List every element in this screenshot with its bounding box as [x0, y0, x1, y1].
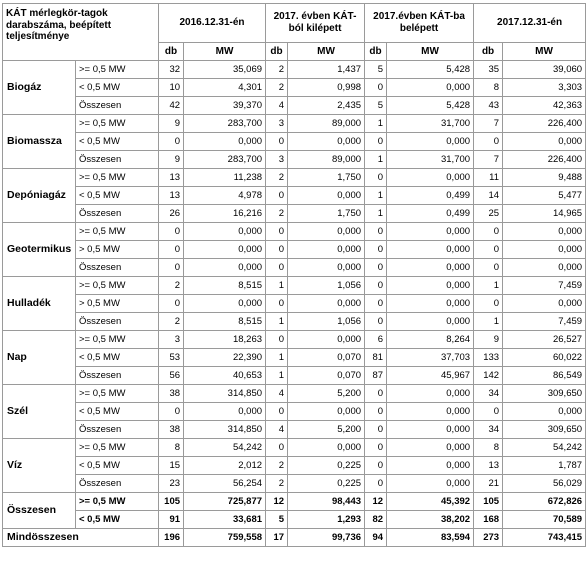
db-value: 14 — [474, 187, 503, 205]
mw-value: 0,000 — [503, 259, 586, 277]
mw-value: 314,850 — [184, 385, 266, 403]
mw-value: 89,000 — [288, 115, 365, 133]
db-value: 9 — [159, 115, 184, 133]
table-row — [3, 97, 586, 115]
mw-value: 26,527 — [503, 331, 586, 349]
table-row — [3, 223, 586, 241]
mw-header: MW — [387, 43, 474, 61]
db-value: 35 — [474, 61, 503, 79]
mw-value: 5,200 — [288, 421, 365, 439]
mw-value: 0,000 — [503, 133, 586, 151]
mw-value: 0,000 — [387, 241, 474, 259]
db-value: 5 — [365, 97, 387, 115]
mw-value: 56,254 — [184, 475, 266, 493]
db-value: 0 — [365, 475, 387, 493]
db-value: 0 — [159, 403, 184, 421]
mw-value: 2,012 — [184, 457, 266, 475]
db-value: 0 — [159, 223, 184, 241]
db-value: 2 — [266, 205, 288, 223]
mw-value: 9,488 — [503, 169, 586, 187]
table-row — [3, 403, 586, 421]
mw-value: 0,000 — [387, 223, 474, 241]
mw-value: 2,435 — [288, 97, 365, 115]
row-label: >= 0,5 MW — [76, 493, 159, 511]
row-label: Összesen — [76, 313, 159, 331]
table-row — [3, 205, 586, 223]
table-row — [3, 313, 586, 331]
table-row — [3, 115, 586, 133]
kat-table-container — [2, 3, 585, 547]
mw-value: 0,000 — [387, 385, 474, 403]
mw-value: 8,264 — [387, 331, 474, 349]
row-label: > 0,5 MW — [76, 241, 159, 259]
table-row — [3, 331, 586, 349]
db-value: 34 — [474, 421, 503, 439]
db-value: 2 — [266, 79, 288, 97]
table-body — [3, 61, 586, 547]
mw-value: 18,263 — [184, 331, 266, 349]
db-value: 0 — [365, 457, 387, 475]
row-label: < 0,5 MW — [76, 349, 159, 367]
mw-value: 1,750 — [288, 205, 365, 223]
mw-value: 0,998 — [288, 79, 365, 97]
db-value: 32 — [159, 61, 184, 79]
row-label: Összesen — [76, 205, 159, 223]
row-label: >= 0,5 MW — [76, 277, 159, 295]
db-value: 0 — [266, 439, 288, 457]
db-value: 273 — [474, 529, 503, 547]
db-value: 0 — [159, 241, 184, 259]
mw-value: 7,459 — [503, 313, 586, 331]
db-value: 56 — [159, 367, 184, 385]
db-value: 5 — [266, 511, 288, 529]
db-value: 1 — [266, 313, 288, 331]
mw-value: 60,022 — [503, 349, 586, 367]
period-header-2017: 2017.12.31-én — [474, 4, 586, 43]
mw-value: 0,000 — [503, 241, 586, 259]
db-value: 4 — [266, 385, 288, 403]
mw-value: 672,826 — [503, 493, 586, 511]
row-label: >= 0,5 MW — [76, 115, 159, 133]
mw-value: 0,000 — [387, 259, 474, 277]
row-label: > 0,5 MW — [76, 295, 159, 313]
db-value: 4 — [266, 97, 288, 115]
db-value: 23 — [159, 475, 184, 493]
mw-value: 56,029 — [503, 475, 586, 493]
db-value: 1 — [365, 115, 387, 133]
db-value: 0 — [474, 133, 503, 151]
db-value: 0 — [474, 223, 503, 241]
mw-value: 5,477 — [503, 187, 586, 205]
mw-value: 1,056 — [288, 313, 365, 331]
group-label: Biomassza — [3, 115, 76, 169]
table-row — [3, 187, 586, 205]
mw-value: 31,700 — [387, 151, 474, 169]
db-value: 2 — [266, 61, 288, 79]
db-header: db — [365, 43, 387, 61]
db-value: 7 — [474, 115, 503, 133]
db-value: 26 — [159, 205, 184, 223]
mw-value: 0,000 — [184, 223, 266, 241]
corner-header: KÁT mérlegkör-tagok darabszáma, beépített teljesítménye — [3, 4, 159, 61]
mw-value: 0,000 — [288, 241, 365, 259]
mw-value: 0,499 — [387, 205, 474, 223]
row-label: >= 0,5 MW — [76, 223, 159, 241]
mw-value: 8,515 — [184, 313, 266, 331]
table-row — [3, 259, 586, 277]
table-row — [3, 493, 586, 511]
db-value: 12 — [266, 493, 288, 511]
db-value: 0 — [266, 187, 288, 205]
table-row — [3, 421, 586, 439]
db-value: 0 — [365, 79, 387, 97]
db-value: 43 — [474, 97, 503, 115]
db-value: 105 — [474, 493, 503, 511]
row-label: >= 0,5 MW — [76, 331, 159, 349]
db-value: 0 — [365, 385, 387, 403]
mw-value: 0,000 — [387, 403, 474, 421]
mw-value: 0,000 — [387, 277, 474, 295]
mw-value: 0,000 — [184, 403, 266, 421]
group-label: Összesen — [3, 493, 76, 529]
table-row — [3, 385, 586, 403]
db-value: 1 — [266, 349, 288, 367]
db-value: 1 — [474, 277, 503, 295]
db-value: 38 — [159, 421, 184, 439]
mw-value: 45,967 — [387, 367, 474, 385]
group-label: Depóniagáz — [3, 169, 76, 223]
db-value: 0 — [266, 403, 288, 421]
mw-value: 5,428 — [387, 61, 474, 79]
mw-value: 0,000 — [387, 133, 474, 151]
table-row — [3, 439, 586, 457]
group-label: Víz — [3, 439, 76, 493]
row-label: < 0,5 MW — [76, 403, 159, 421]
row-label: < 0,5 MW — [76, 133, 159, 151]
mw-value: 40,653 — [184, 367, 266, 385]
db-value: 1 — [365, 205, 387, 223]
mw-value: 38,202 — [387, 511, 474, 529]
mw-value: 0,225 — [288, 475, 365, 493]
mw-value: 99,736 — [288, 529, 365, 547]
db-value: 53 — [159, 349, 184, 367]
row-label: >= 0,5 MW — [76, 61, 159, 79]
mw-value: 7,459 — [503, 277, 586, 295]
mw-value: 0,000 — [387, 457, 474, 475]
mw-value: 309,650 — [503, 385, 586, 403]
mw-value: 283,700 — [184, 115, 266, 133]
db-value: 11 — [474, 169, 503, 187]
db-header: db — [266, 43, 288, 61]
mw-value: 0,000 — [288, 439, 365, 457]
db-value: 81 — [365, 349, 387, 367]
db-value: 8 — [474, 439, 503, 457]
db-value: 0 — [365, 421, 387, 439]
mw-value: 226,400 — [503, 115, 586, 133]
mw-value: 0,000 — [288, 187, 365, 205]
db-value: 0 — [266, 331, 288, 349]
mw-value: 98,443 — [288, 493, 365, 511]
db-value: 1 — [365, 187, 387, 205]
db-value: 0 — [474, 295, 503, 313]
mw-value: 0,000 — [184, 295, 266, 313]
mw-value: 1,787 — [503, 457, 586, 475]
table-row — [3, 367, 586, 385]
db-value: 9 — [159, 151, 184, 169]
group-label: Geotermikus — [3, 223, 76, 277]
mw-value: 14,965 — [503, 205, 586, 223]
mw-value: 0,000 — [387, 421, 474, 439]
db-value: 13 — [159, 169, 184, 187]
mw-value: 33,681 — [184, 511, 266, 529]
mw-value: 0,000 — [288, 295, 365, 313]
grand-total-label: Mindösszesen — [3, 529, 159, 547]
period-header-2016: 2016.12.31-én — [159, 4, 266, 43]
db-value: 2 — [159, 277, 184, 295]
db-value: 0 — [365, 277, 387, 295]
table-row — [3, 169, 586, 187]
table-row — [3, 133, 586, 151]
db-value: 15 — [159, 457, 184, 475]
mw-value: 0,000 — [184, 133, 266, 151]
db-value: 13 — [159, 187, 184, 205]
table-row — [3, 79, 586, 97]
mw-value: 5,428 — [387, 97, 474, 115]
mw-value: 0,225 — [288, 457, 365, 475]
mw-value: 70,589 — [503, 511, 586, 529]
row-label: < 0,5 MW — [76, 511, 159, 529]
table-row — [3, 457, 586, 475]
mw-header: MW — [288, 43, 365, 61]
table-row — [3, 295, 586, 313]
mw-value: 3,303 — [503, 79, 586, 97]
db-value: 0 — [266, 223, 288, 241]
mw-value: 0,000 — [288, 403, 365, 421]
db-value: 4 — [266, 421, 288, 439]
mw-value: 54,242 — [503, 439, 586, 457]
group-label: Hulladék — [3, 277, 76, 331]
row-label: < 0,5 MW — [76, 187, 159, 205]
db-value: 82 — [365, 511, 387, 529]
mw-value: 0,070 — [288, 349, 365, 367]
db-value: 2 — [159, 313, 184, 331]
mw-value: 0,070 — [288, 367, 365, 385]
db-value: 6 — [365, 331, 387, 349]
db-value: 0 — [365, 295, 387, 313]
grand-total-row — [3, 529, 586, 547]
db-value: 2 — [266, 457, 288, 475]
db-value: 0 — [365, 169, 387, 187]
mw-value: 16,216 — [184, 205, 266, 223]
table-row — [3, 277, 586, 295]
mw-value: 83,594 — [387, 529, 474, 547]
mw-value: 759,558 — [184, 529, 266, 547]
mw-value: 0,000 — [503, 403, 586, 421]
db-value: 10 — [159, 79, 184, 97]
mw-value: 89,000 — [288, 151, 365, 169]
db-value: 1 — [266, 367, 288, 385]
mw-header: MW — [184, 43, 266, 61]
mw-value: 0,000 — [288, 223, 365, 241]
db-value: 42 — [159, 97, 184, 115]
row-label: >= 0,5 MW — [76, 385, 159, 403]
mw-value: 22,390 — [184, 349, 266, 367]
period-header-entered: 2017.évben KÁT-ba belépett — [365, 4, 474, 43]
mw-value: 86,549 — [503, 367, 586, 385]
db-value: 34 — [474, 385, 503, 403]
mw-value: 0,000 — [184, 241, 266, 259]
mw-value: 0,000 — [387, 295, 474, 313]
db-value: 5 — [365, 61, 387, 79]
db-value: 168 — [474, 511, 503, 529]
group-label: Nap — [3, 331, 76, 385]
row-label: Összesen — [76, 259, 159, 277]
db-value: 21 — [474, 475, 503, 493]
db-value: 0 — [365, 223, 387, 241]
mw-value: 0,499 — [387, 187, 474, 205]
mw-value: 0,000 — [184, 259, 266, 277]
mw-value: 0,000 — [288, 331, 365, 349]
db-value: 2 — [266, 169, 288, 187]
group-label: Biogáz — [3, 61, 76, 115]
db-value: 7 — [474, 151, 503, 169]
db-value: 133 — [474, 349, 503, 367]
db-value: 87 — [365, 367, 387, 385]
db-header: db — [159, 43, 184, 61]
mw-value: 1,293 — [288, 511, 365, 529]
mw-value: 283,700 — [184, 151, 266, 169]
mw-value: 743,415 — [503, 529, 586, 547]
table-row — [3, 349, 586, 367]
mw-value: 226,400 — [503, 151, 586, 169]
group-label: Szél — [3, 385, 76, 439]
mw-value: 4,301 — [184, 79, 266, 97]
db-value: 3 — [266, 151, 288, 169]
mw-value: 11,238 — [184, 169, 266, 187]
period-header-exited: 2017. évben KÁT-ból kilépett — [266, 4, 365, 43]
db-value: 0 — [159, 259, 184, 277]
mw-value: 0,000 — [503, 295, 586, 313]
db-value: 0 — [365, 403, 387, 421]
db-value: 105 — [159, 493, 184, 511]
table-row — [3, 511, 586, 529]
db-value: 0 — [474, 403, 503, 421]
table-row — [3, 151, 586, 169]
db-value: 0 — [365, 241, 387, 259]
mw-value: 4,978 — [184, 187, 266, 205]
db-value: 0 — [266, 259, 288, 277]
mw-value: 1,056 — [288, 277, 365, 295]
mw-value: 0,000 — [387, 79, 474, 97]
mw-value: 54,242 — [184, 439, 266, 457]
row-label: Összesen — [76, 151, 159, 169]
row-label: >= 0,5 MW — [76, 439, 159, 457]
db-value: 0 — [365, 313, 387, 331]
kat-summary-table — [2, 3, 586, 547]
mw-header: MW — [503, 43, 586, 61]
table-row — [3, 241, 586, 259]
db-value: 91 — [159, 511, 184, 529]
db-value: 0 — [365, 259, 387, 277]
mw-value: 31,700 — [387, 115, 474, 133]
mw-value: 35,069 — [184, 61, 266, 79]
row-label: Összesen — [76, 367, 159, 385]
db-value: 0 — [474, 259, 503, 277]
mw-value: 0,000 — [387, 313, 474, 331]
db-value: 142 — [474, 367, 503, 385]
db-value: 8 — [159, 439, 184, 457]
mw-value: 1,437 — [288, 61, 365, 79]
db-value: 0 — [365, 439, 387, 457]
mw-value: 45,392 — [387, 493, 474, 511]
mw-value: 0,000 — [387, 169, 474, 187]
db-value: 8 — [474, 79, 503, 97]
db-value: 0 — [266, 133, 288, 151]
table-row — [3, 61, 586, 79]
mw-value: 0,000 — [288, 133, 365, 151]
mw-value: 42,363 — [503, 97, 586, 115]
db-value: 94 — [365, 529, 387, 547]
mw-value: 314,850 — [184, 421, 266, 439]
db-value: 0 — [159, 133, 184, 151]
db-value: 1 — [474, 313, 503, 331]
mw-value: 5,200 — [288, 385, 365, 403]
db-value: 1 — [266, 277, 288, 295]
db-value: 1 — [365, 151, 387, 169]
row-label: Összesen — [76, 97, 159, 115]
row-label: < 0,5 MW — [76, 79, 159, 97]
mw-value: 37,703 — [387, 349, 474, 367]
db-value: 0 — [266, 241, 288, 259]
mw-value: 0,000 — [387, 475, 474, 493]
mw-value: 309,650 — [503, 421, 586, 439]
db-value: 196 — [159, 529, 184, 547]
mw-value: 0,000 — [387, 439, 474, 457]
db-value: 13 — [474, 457, 503, 475]
row-label: < 0,5 MW — [76, 457, 159, 475]
db-value: 0 — [474, 241, 503, 259]
db-header: db — [474, 43, 503, 61]
db-value: 3 — [159, 331, 184, 349]
mw-value: 39,060 — [503, 61, 586, 79]
db-value: 38 — [159, 385, 184, 403]
mw-value: 0,000 — [288, 259, 365, 277]
db-value: 0 — [266, 295, 288, 313]
mw-value: 8,515 — [184, 277, 266, 295]
row-label: Összesen — [76, 475, 159, 493]
row-label: >= 0,5 MW — [76, 169, 159, 187]
mw-value: 0,000 — [503, 223, 586, 241]
mw-value: 725,877 — [184, 493, 266, 511]
db-value: 2 — [266, 475, 288, 493]
row-label: Összesen — [76, 421, 159, 439]
db-value: 0 — [159, 295, 184, 313]
db-value: 17 — [266, 529, 288, 547]
db-value: 0 — [365, 133, 387, 151]
db-value: 3 — [266, 115, 288, 133]
mw-value: 1,750 — [288, 169, 365, 187]
table-row — [3, 475, 586, 493]
mw-value: 39,370 — [184, 97, 266, 115]
db-value: 9 — [474, 331, 503, 349]
db-value: 12 — [365, 493, 387, 511]
db-value: 25 — [474, 205, 503, 223]
